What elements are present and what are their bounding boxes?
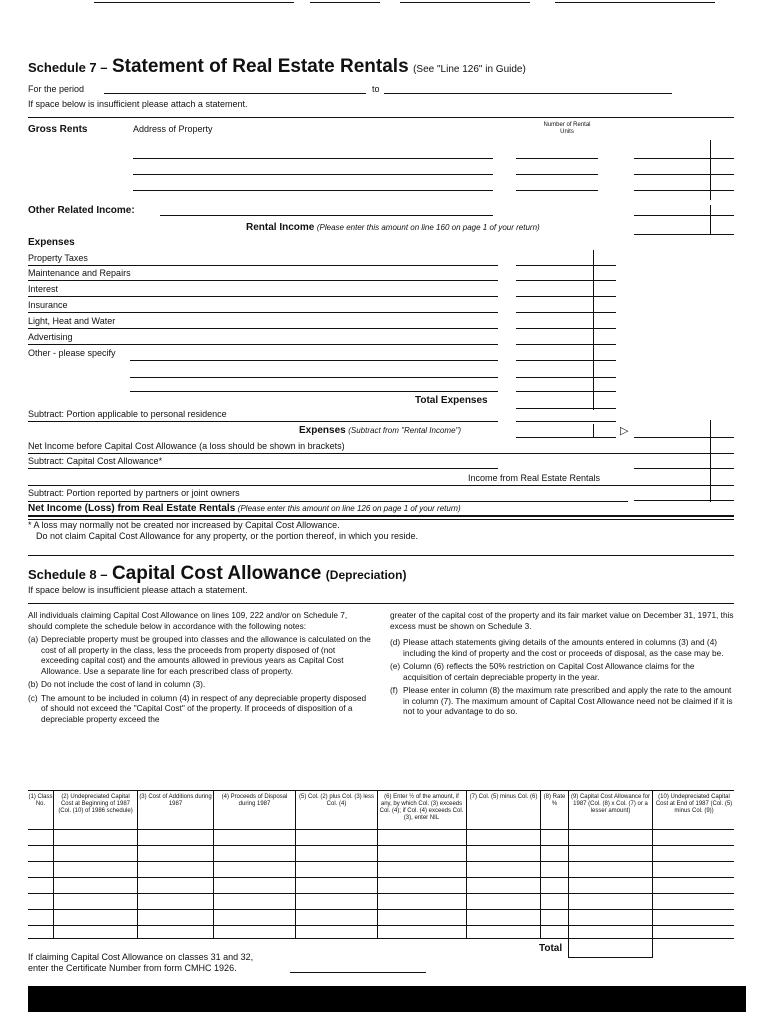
table-row[interactable] [28,925,734,926]
cca-field[interactable] [28,468,498,469]
note-c-continued: greater of the capital cost of the property and its fair market value on December 31, 1971, this excess must be shown on Schedule 3. [390,610,734,631]
income-from-rentals-label: Income from Real Estate Rentals [468,473,601,483]
notes-intro: All individuals claiming Capital Cost Allowance on lines 109, 222 and/or on Schedule 7, should complete the schedule below in accordance with the following notes: [28,610,348,631]
net-income-label: Net Income (Loss) from Real Estate Rentals [28,503,236,514]
cmhc-note-line1: If claiming Capital Cost Allowance on classes 31 and 32, [28,952,254,962]
note-e-label: (e) [390,661,401,671]
cca-amount[interactable] [634,468,734,469]
schedule7-main-title: Statement of Real Estate Rentals [111,56,409,77]
period-to-field[interactable] [384,93,672,94]
schedule8-space-note: If space below is insufficient please attach a statement. [28,585,248,595]
space-note: If space below is insufficient please attach a statement. [28,99,248,109]
expense-maintenance: Maintenance and Repairs [28,268,131,278]
table-row[interactable] [28,845,734,846]
expense-amount[interactable] [516,360,616,361]
note-f-text: Please enter in column (8) the maximum rate prescribed and apply the rate to the amount in column (7). The maximum amount of Capital Cost Allowance need not be claimed if it is not to your advantage to do so. [403,685,733,716]
expense-other-field[interactable] [130,377,498,378]
expense-amount[interactable] [516,265,616,266]
expense-property-taxes: Property Taxes [28,253,88,263]
cmhc-certificate-field[interactable] [290,972,426,973]
table-col-divider [540,790,541,938]
cents-divider [710,205,711,235]
note-f-label: (f) [390,685,398,695]
expense-field[interactable] [28,280,498,281]
col-ucc-beginning: (2) Undepreciated Capital Cost at Beginning of 1987 (Col. (10) of 1986 schedule) [58,794,133,814]
total-cca-field[interactable] [568,957,652,958]
net-income-double-rule [28,515,734,517]
personal-portion-amount[interactable] [516,421,616,422]
gross-rents-label: Gross Rents [28,124,88,135]
notes-left-column [28,610,372,727]
subtract-partners-label: Subtract: Portion reported by partners or joint owners [28,488,240,498]
table-row[interactable] [28,861,734,862]
rental-income-label: Rental Income [246,222,315,233]
rental-income-amount[interactable] [634,234,734,235]
expense-utilities: Light, Heat and Water [28,316,116,326]
address-label: Address of Property [133,124,213,134]
expense-field[interactable] [28,312,498,313]
section-rule [28,603,734,604]
period-to-label: to [372,84,380,94]
expense-amount[interactable] [516,312,616,313]
expense-other-field[interactable] [130,360,498,361]
expense-amount[interactable] [516,391,616,392]
expense-interest: Interest [28,284,59,294]
total-expenses-amount[interactable] [516,408,616,409]
rental-income-note: (Please enter this amount on line 160 on page 1 of your return) [316,223,540,232]
expense-field[interactable] [28,265,498,266]
schedule8-subtitle: (Depreciation) [325,568,407,582]
cents-divider [593,250,594,410]
expenses-heading: Expenses [28,237,75,248]
top-rule [400,2,530,3]
schedule7-title [28,56,526,78]
units-field[interactable] [516,158,598,159]
note-d-text: Please attach statements giving details of the amounts entered in columns (3) and (4) including the kind of property and the cost or proceeds of disposal, as the case may be. [403,637,724,658]
other-income-label: Other Related Income: [28,205,135,216]
table-col-divider [295,790,296,938]
section-rule [28,117,734,118]
personal-portion-field[interactable] [28,421,498,422]
col-additions: (3) Cost of Additions during 1987 [139,794,212,807]
units-field[interactable] [516,190,598,191]
expenses-note: (Subtract from "Rental Income") [348,426,462,435]
note-d-label: (d) [390,637,401,647]
net-income-note: (Please enter this amount on line 126 on page 1 of your return) [237,504,461,513]
other-income-field[interactable] [160,215,493,216]
col-proceeds: (4) Proceeds of Disposal during 1987 [221,794,288,807]
top-rule [310,2,380,3]
col-rate: (8) Rate % [543,794,566,807]
table-col-divider [652,790,653,958]
col-6: (6) Enter ½ of the amount, if any, by which Col. (3) exceeds Col. (4); if Col. (4) exceeds Col. (3), enter NIL [379,794,464,821]
schedule8-main-title: Capital Cost Allowance [111,563,322,584]
cents-divider [593,424,594,438]
table-col-divider [137,790,138,938]
note-d [390,637,734,658]
table-top-rule [28,790,734,791]
net-before-cca-label: Net Income before Capital Cost Allowance (a loss should be shown in brackets) [28,441,345,451]
note-e [390,661,734,682]
note-c-text: The amount to be included in column (4) in respect of any depreciable property disposed of should not exceed the "Capital Cost" of the property. If proceeds of disposition of a depreciable property exceed the [41,692,367,724]
amount-field[interactable] [634,158,734,159]
note-a-text: Depreciable property must be grouped into classes and the allowance is calculated on the cost of all property in the class, less the proceeds from property disposed of (not exceeding capital cost) and the amounts allowed in previous years as Capital Cost Allowance. Use a separate line for each prescribed class of property. [41,634,371,676]
schedule7-guide-note: (See "Line 126" in Guide) [413,64,526,75]
schedule-divider [28,555,734,556]
note-b [28,679,372,690]
table-row[interactable] [28,909,734,910]
table-col-divider [466,790,467,938]
rental-income-row [246,222,540,233]
arrow-marker: ▷ [620,425,629,437]
bottom-black-bar [28,986,746,1012]
note-a-label: (a) [28,634,39,644]
col-5: (5) Col. (2) plus Col. (3) less Col. (4) [298,794,375,807]
note-b-label: (b) [28,679,39,689]
table-col-divider [213,790,214,938]
section-rule [28,501,628,502]
expense-amount[interactable] [516,377,616,378]
schedule8-label: Schedule 8 – [28,567,108,582]
note-e-text: Column (6) reflects the 50% restriction on Capital Cost Allowance claims for the acquisition of certain depreciable property in the year. [403,661,695,682]
table-col-divider [568,790,569,958]
col-ucc-end: (10) Undepreciated Capital Cost at End of 1987 (Col. (5) minus Col. (9)) [655,794,733,814]
subtract-personal-label: Subtract: Portion applicable to personal residence [28,409,227,419]
address-field[interactable] [133,174,493,175]
note-b-text: Do not include the cost of land in column (3). [41,679,206,689]
amount-field[interactable] [634,190,734,191]
partners-amount[interactable] [634,500,734,501]
cents-divider [710,420,711,502]
schedule8-title [28,563,406,585]
footnote-loss: * A loss may normally not be created nor increased by Capital Cost Allowance. [28,520,340,530]
cents-divider [710,140,711,200]
schedule7-label: Schedule 7 – [28,60,108,75]
notes-right-column [390,610,734,720]
note-a [28,634,372,676]
net-income-row [28,503,461,514]
expenses-carry-amount[interactable] [634,437,734,438]
note-c-label: (c) [28,692,38,703]
period-from-field[interactable] [104,93,366,94]
note-c [28,693,372,725]
total-label: Total [539,943,563,954]
expense-field[interactable] [28,344,498,345]
col-7: (7) Col. (5) minus Col. (6) [469,794,538,800]
section-rule [28,485,734,486]
table-row[interactable] [28,893,734,894]
top-rule [555,2,715,3]
expense-amount[interactable] [516,328,616,329]
section-rule [28,453,734,454]
expenses-row [299,425,461,436]
top-rule [94,2,294,3]
expense-amount[interactable] [516,280,616,281]
table-col-divider [53,790,54,938]
period-label: For the period [28,84,85,94]
units-label: Number of Rental Units [543,122,591,135]
note-f [390,685,734,717]
expenses-label: Expenses [299,425,346,436]
address-field[interactable] [133,190,493,191]
units-field[interactable] [516,174,598,175]
table-row[interactable] [28,877,734,878]
table-header-rule [28,829,734,830]
expense-other-field[interactable] [130,391,498,392]
amount-field[interactable] [634,174,734,175]
expense-amount[interactable] [516,296,616,297]
address-field[interactable] [133,158,493,159]
expense-insurance: Insurance [28,300,68,310]
expense-field[interactable] [28,296,498,297]
col-cca: (9) Capital Cost Allowance for 1987 (Col. (8) x Col. (7) or a lesser amount) [570,794,651,814]
cmhc-note-line2: enter the Certificate Number from form CMHC 1926. [28,963,237,973]
col-class-no: (1) Class No. [28,794,53,807]
expenses-amount[interactable] [516,437,616,438]
total-expenses-label: Total Expenses [415,395,488,406]
expense-field[interactable] [28,328,498,329]
expense-amount[interactable] [516,344,616,345]
expense-other: Other - please specify [28,348,116,358]
footnote-residence: Do not claim Capital Cost Allowance for any property, or the portion thereof, in which you reside. [36,531,419,541]
expense-advertising: Advertising [28,332,73,342]
other-income-amount[interactable] [634,215,734,216]
table-bottom-rule [28,938,734,939]
subtract-cca-label: Subtract: Capital Cost Allowance* [28,456,163,466]
